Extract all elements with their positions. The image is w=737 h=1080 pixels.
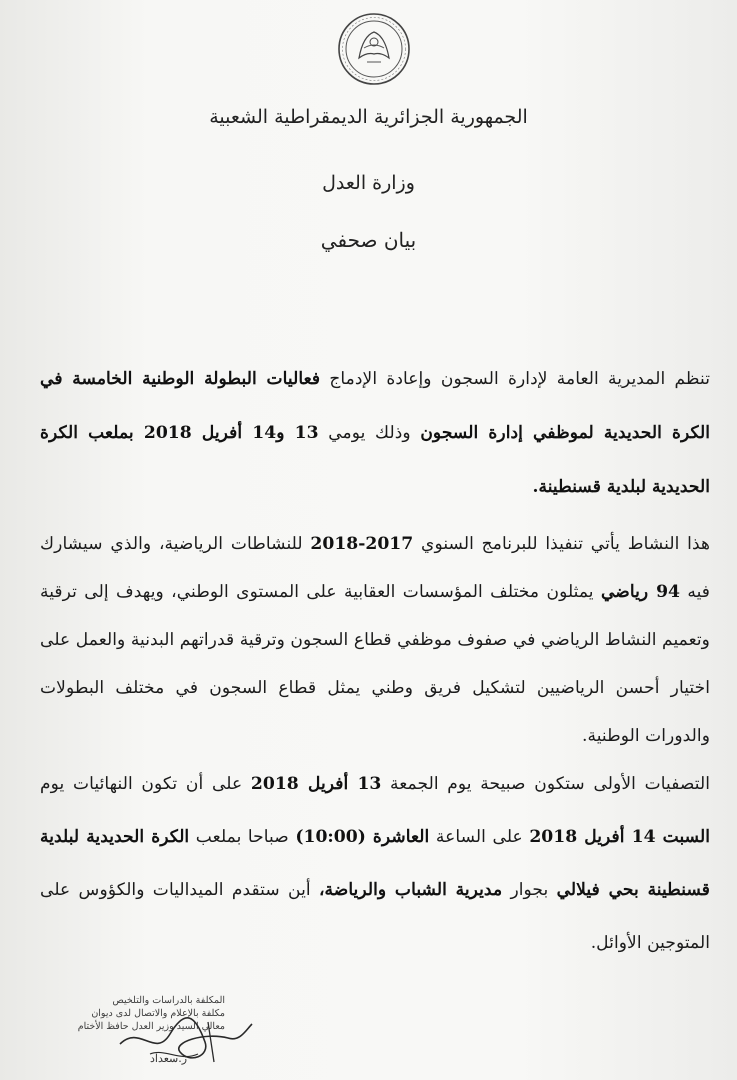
p2-bold-athletes: 94 رياضي (600, 582, 680, 602)
p3-bold-venue: الكرة الحديدية لبلدية قسنطينة بحي فيلالي (40, 827, 711, 900)
signature-title-3: معالي السيد وزير العدل حافظ الأختام (77, 1021, 225, 1032)
p3-text-a: التصفيات الأولى ستكون صبيحة يوم الجمعة (390, 774, 710, 794)
signature-title-2: مكلفة بالإعلام والاتصال لدى ديوان (91, 1008, 225, 1019)
paragraph-1 (40, 352, 710, 514)
p3-text-k: أين ستقدم الميداليات والكؤوس على المتوجين الأوائل. (40, 880, 710, 953)
p3-bold-date-1: 13 أفريل 2018 (250, 774, 382, 794)
signatory-name: ز.سعداد (150, 1052, 188, 1065)
p3-text-e: على الساعة (435, 827, 523, 847)
paragraph-2 (40, 520, 710, 760)
p3-text-i: بجوار (510, 880, 549, 900)
country-name: الجمهورية الجزائرية الديمقراطية الشعبية (209, 106, 528, 128)
p3-text-c: على أن تكون النهائيات يوم (40, 774, 243, 794)
ministry-name: وزارة العدل (322, 172, 415, 194)
p3-bold-date-2: السبت 14 أفريل 2018 (529, 827, 711, 847)
p1-text-a: تنظم المديرية العامة لإدارة السجون وإعادة الإدماج (329, 369, 710, 389)
signature-title-1: المكلفة بالدراسات والتلخيص (112, 995, 225, 1006)
p3-text-g: صباحا بملعب (195, 827, 289, 847)
p1-text-c: وذلك يومي (328, 423, 411, 443)
document-title: بيان صحفي (320, 228, 417, 252)
p2-text-a: هذا النشاط يأتي تنفيذا للبرنامج السنوي (421, 534, 711, 554)
paragraph-3 (40, 758, 710, 970)
p3-bold-time: العاشرة (10:00) (295, 827, 430, 847)
state-seal-icon (337, 12, 411, 86)
p1-bold-dates: 13 و14 أفريل 2018 بملعب الكرة الحديدية لبلدية قسنطينة. (40, 423, 710, 497)
p2-text-e: يمثلون مختلف المؤسسات العقابية على المستوى الوطني، ويهدف إلى ترقية وتعميم النشاط الرياضي في صفوف موظفي قطاع السجون وترقية قدراتهم البدنية والعمل على اختيار أحسن الرياضيين لتشكيل فريق وطني يمثل قطاع السجون في مختلف البطولات والدورات الوطنية. (40, 582, 710, 746)
p1-bold-event: فعاليات البطولة الوطنية الخامسة في الكرة الحديدية لموظفي إدارة السجون (40, 369, 710, 443)
p2-text-c: للنشاطات الرياضية، والذي سيشارك فيه (40, 534, 710, 602)
p3-bold-directorate: مديرية الشباب والرياضة، (318, 880, 503, 900)
p2-bold-season: 2017-2018 (310, 534, 414, 554)
